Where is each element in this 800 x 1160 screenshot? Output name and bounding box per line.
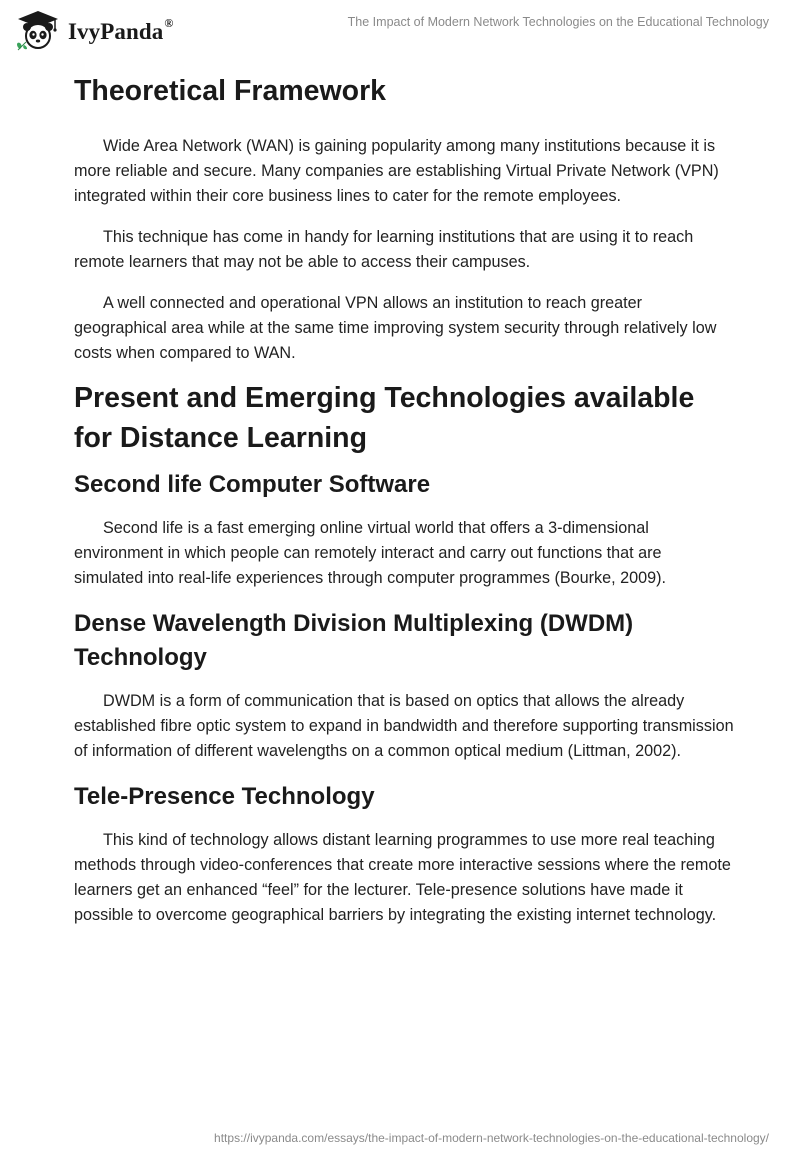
paragraph: A well connected and operational VPN allows an institution to reach greater geographical area while at the same time improving system security through relatively low costs when compared to WAN. [74,294,717,362]
paragraph: Wide Area Network (WAN) is gaining popularity among many institutions because it is more reliable and secure. Many companies are establishing Virtual Private Network (VPN) integrated within their core business lines to cater for the remote employees. [74,137,719,205]
heading-present-emerging-technologies: Present and Emerging Technologies available for Distance Learning [74,382,695,454]
ivypanda-logo[interactable] [14,9,173,51]
paragraph: Second life is a fast emerging online virtual world that offers a 3-dimensional environment in which people can remotely interact and carry out functions that are simulated into real-life experiences through computer programmes (Bourke, 2009). [74,519,667,587]
paragraph: DWDM is a form of communication that is based on optics that allows the already established fibre optic system to expand in bandwidth and therefore supporting transmission of information of different wavelengths on a common optical medium (Littman, 2002). [74,692,734,760]
paragraph: This technique has come in handy for learning institutions that are using it to reach remote learners that may not be able to access their campuses. [74,228,694,271]
page-header [0,0,800,60]
heading-theoretical-framework: Theoretical Framework [74,75,387,107]
brand-name: IvyPanda® [68,16,174,44]
registered-mark: ® [164,16,174,30]
essay-content [74,70,734,928]
heading-dwdm: Dense Wavelength Division Multiplexing (DWDM) Technology [74,610,634,671]
paragraph: This kind of technology allows distant learning programmes to use more real teaching methods through video-conferences that create more interactive sessions where the remote learners get an enhanced “feel” for the lecturer. Tele-presence solutions have made it possible to overcome geographical barriers by integrating the existing internet technology. [74,831,731,924]
heading-tele-presence: Tele-Presence Technology [74,783,375,810]
heading-second-life: Second life Computer Software [74,471,431,498]
document-title: The Impact of Modern Network Technologies on the Educational Technology [347,15,769,29]
panda-graduation-cap-icon [14,9,62,51]
source-url[interactable]: https://ivypanda.com/essays/the-impact-of-modern-network-technologies-on-the-educational-technology/ [214,1131,769,1145]
